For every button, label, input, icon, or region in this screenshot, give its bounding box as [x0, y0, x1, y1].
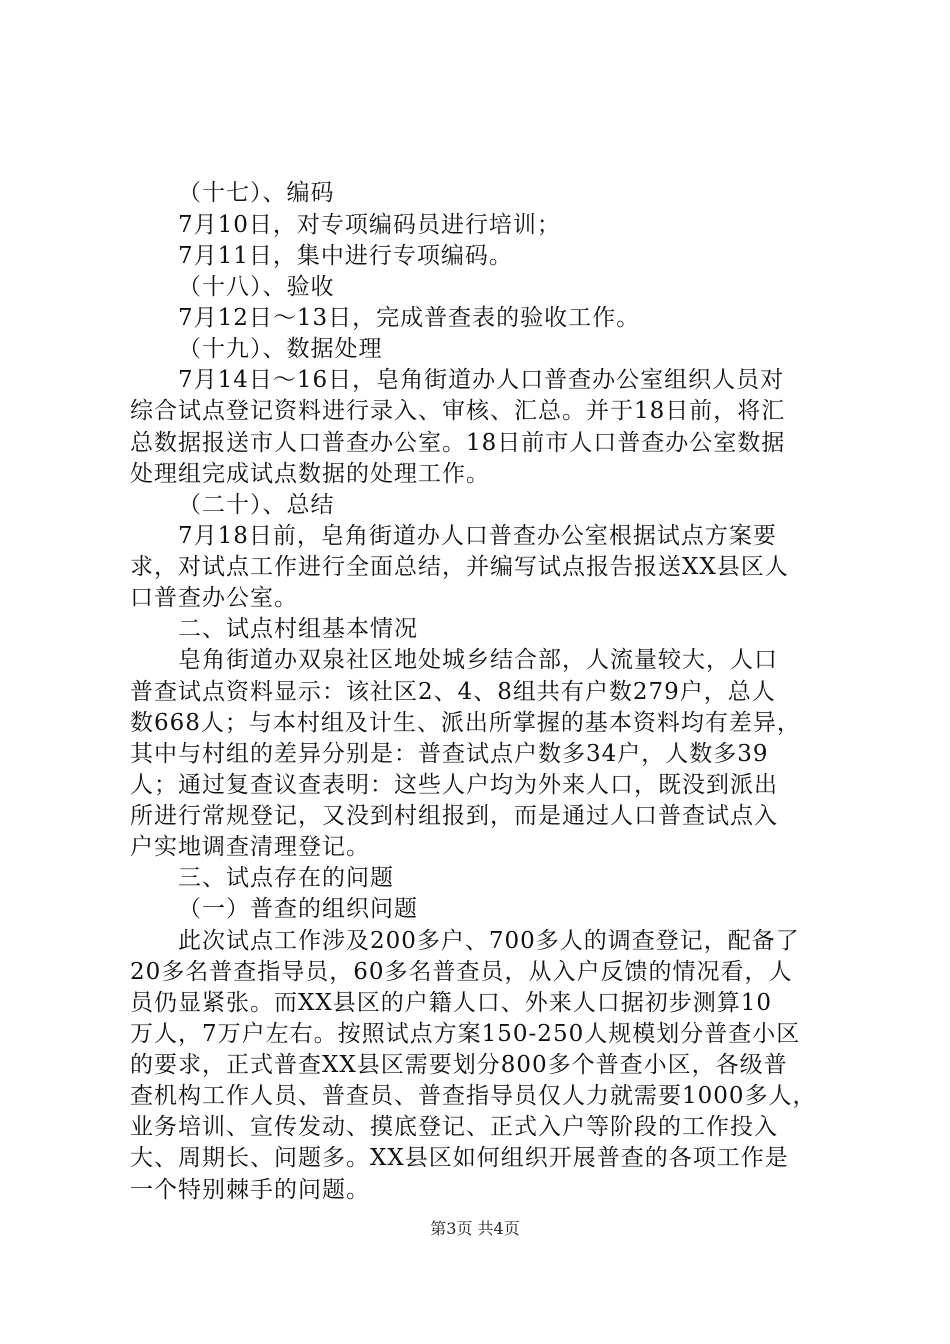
section-heading-3: 三、试点存在的问题 — [178, 865, 394, 891]
paragraph-line: 户实地调查清理登记。 — [130, 834, 370, 860]
paragraph-line: 数668人；与本村组及计生、派出所掌握的基本资料均有差异， — [130, 710, 801, 736]
paragraph-line: 大、周期长、问题多。XX县区如何组织开展普查的各项工作是 — [130, 1145, 789, 1171]
paragraph-line: 皂角街道办双泉社区地处城乡结合部，人流量较大，人口 — [178, 647, 778, 673]
paragraph-line: 查机构工作人员、普查员、普查指导员仅人力就需要1000多人， — [130, 1083, 817, 1109]
heading-17: （十七）、编码 — [178, 180, 335, 206]
paragraph-line: 综合试点登记资料进行录入、审核、汇总。并于18日前，将汇 — [130, 398, 786, 424]
heading-18: （十八）、验收 — [178, 274, 335, 300]
paragraph-line: 所进行常规登记，又没到村组报到，而是通过人口普查试点入 — [130, 803, 778, 829]
paragraph-line: 处理组完成试点数据的处理工作。 — [130, 461, 490, 487]
paragraph-line: 7月12日～13日，完成普查表的验收工作。 — [178, 305, 641, 331]
paragraph-line: 口普查办公室。 — [130, 585, 298, 611]
paragraph-line: 7月14日～16日，皂角街道办人口普查办公室组织人员对 — [178, 367, 785, 393]
paragraph-line: 万人，7万户左右。按照试点方案150-250人规模划分普查小区 — [130, 1021, 801, 1047]
paragraph-line: 求，对试点工作进行全面总结，并编写试点报告报送XX县区人 — [130, 554, 789, 580]
paragraph-line: 20多名普查指导员，60多名普查员，从入户反馈的情况看，人 — [130, 959, 793, 985]
paragraph-line: 此次试点工作涉及200多户、700多人的调查登记，配备了 — [178, 928, 800, 954]
section-heading-2: 二、试点村组基本情况 — [178, 616, 418, 642]
subheading-1: （一）普查的组织问题 — [178, 896, 418, 922]
paragraph-line: 7月11日，集中进行专项编码。 — [178, 243, 513, 269]
heading-20: （二十）、总结 — [178, 492, 335, 518]
paragraph-line: 总数据报送市人口普查办公室。18日前市人口普查办公室数据 — [130, 430, 786, 456]
paragraph-line: 7月10日，对专项编码员进行培训； — [178, 212, 561, 238]
paragraph-line: 普查试点资料显示：该社区2、4、8组共有户数279户，总人 — [130, 679, 776, 705]
heading-19: （十九）、数据处理 — [178, 336, 383, 362]
paragraph-line: 人；通过复查议查表明：这些人户均为外来人口，既没到派出 — [130, 772, 778, 798]
paragraph-line: 的要求，正式普查XX县区需要划分800多个普查小区，各级普 — [130, 1052, 788, 1078]
paragraph-line: 员仍显紧张。而XX县区的户籍人口、外来人口据初步测算10 — [130, 990, 773, 1016]
paragraph-line: 业务培训、宣传发动、摸底登记、正式入户等阶段的工作投入 — [130, 1114, 778, 1140]
page-footer: 第3页 共4页 — [430, 1219, 520, 1238]
paragraph-line: 其中与村组的差异分别是：普查试点户数多34户，人数多39 — [130, 741, 769, 767]
paragraph-line: 7月18日前，皂角街道办人口普查办公室根据试点方案要 — [178, 523, 777, 549]
paragraph-line: 一个特别棘手的问题。 — [130, 1177, 370, 1203]
